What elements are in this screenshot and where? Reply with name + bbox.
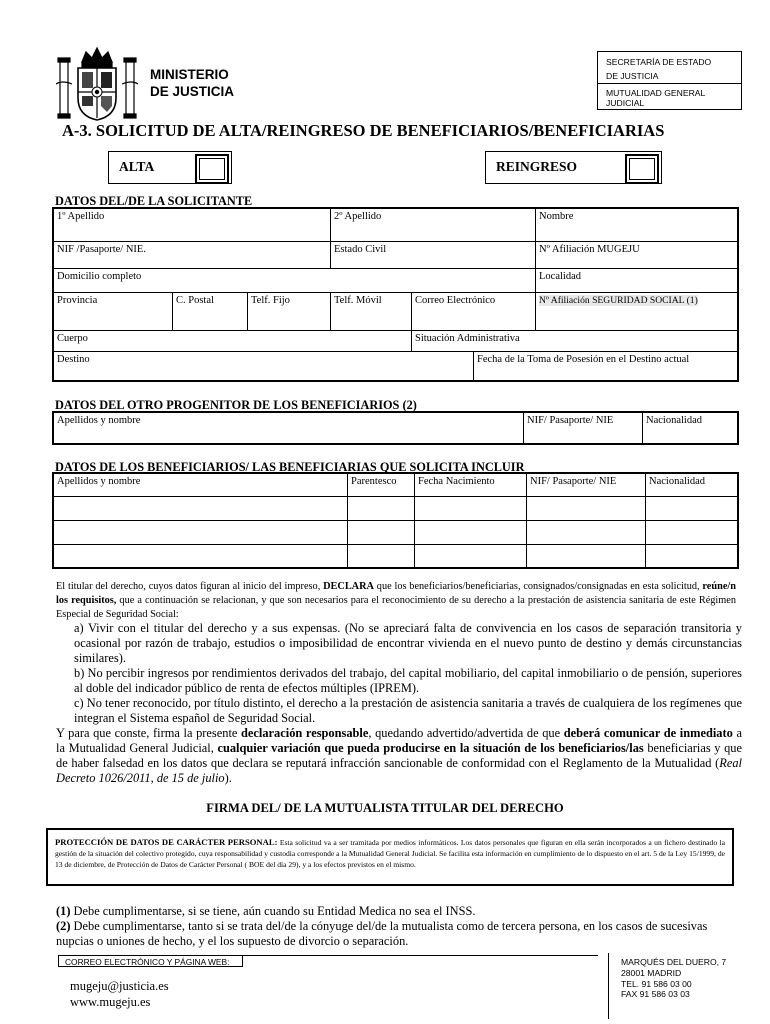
field-localidad[interactable] xyxy=(536,268,739,292)
afiliacion-ss-label: Nº Afiliación SEGURIDAD SOCIAL (1) xyxy=(539,294,698,306)
field-apellido2[interactable] xyxy=(331,208,536,241)
resp-c: , quedando advertido/advertida de que xyxy=(368,726,564,740)
apellido1-label: 1º Apellido xyxy=(57,211,105,222)
secretaria-divider xyxy=(598,83,741,84)
resp-a: Y para que conste, firma la presente xyxy=(56,726,242,740)
nombre-label: Nombre xyxy=(539,211,574,222)
field-situacion[interactable] xyxy=(412,330,739,351)
lopd-title: PROTECCIÓN DE DATOS DE CARÁCTER PERSONAL: xyxy=(55,837,278,847)
address-block xyxy=(621,957,726,1000)
field-parent-nacionalidad[interactable] xyxy=(643,412,739,444)
field-telf-fijo[interactable] xyxy=(248,292,331,330)
cell-input[interactable] xyxy=(348,544,415,568)
secretaria-line-2: DE JUSTICIA xyxy=(606,71,659,81)
apellido2-label: 2º Apellido xyxy=(334,211,382,222)
parent-apellidos-label: Apellidos y nombre xyxy=(57,415,141,426)
cell-input[interactable] xyxy=(348,496,415,520)
resp-h: Real Decreto 1026/2011, de 15 de julio xyxy=(56,756,742,785)
applicant-section-title: DATOS DEL/DE LA SOLICITANTE xyxy=(55,194,253,208)
cpostal-label: C. Postal xyxy=(176,294,214,306)
cell-input[interactable] xyxy=(527,544,646,568)
footnotes xyxy=(56,904,746,949)
address-street: MARQUÉS DEL DUERO, 7 xyxy=(621,957,727,967)
applicant-table xyxy=(52,207,739,382)
other-parent-section-title: DATOS DEL OTRO PROGENITOR DE LOS BENEFICIARIOS (2) xyxy=(55,398,417,412)
col-apellidos xyxy=(53,473,348,496)
address-tel: TEL. 91 586 03 00 xyxy=(621,978,692,989)
col-fecha xyxy=(415,473,527,496)
cell-input[interactable] xyxy=(348,520,415,544)
form-title: A-3. SOLICITUD DE ALTA/REINGRESO DE BENEFICIARIOS/BENEFICIARIAS xyxy=(62,121,665,140)
col-nacionalidad-label: Nacionalidad xyxy=(649,476,705,487)
decl-requisitos: reúne/n los requisitos, xyxy=(56,581,736,606)
secretaria-line-1: SECRETARÍA DE ESTADO xyxy=(606,57,712,67)
cuerpo-label: Cuerpo xyxy=(57,332,88,344)
parent-nif-label: NIF/ Pasaporte/ NIE xyxy=(527,415,614,426)
requirement-b: b) No percibir ingresos por rendimientos derivados del trabajo, del capital mobiliario, del capital inmobiliario o de pensión, superiores al doble del indicador público de renta de efectos múltiples (IPREM). xyxy=(74,666,742,695)
col-apellidos-label: Apellidos y nombre xyxy=(57,476,141,487)
field-estado-civil[interactable] xyxy=(331,241,536,268)
field-fecha-toma[interactable] xyxy=(474,351,739,381)
col-parentesco-label: Parentesco xyxy=(351,476,397,487)
footnote-1-text: Debe cumplimentarse, si se tiene, aún cuando su Entidad Medica no sea el INSS. xyxy=(70,904,476,918)
footnote-2-text: Debe cumplimentarse, tanto si se trata del/de la cónyuge del/de la mutualista como de tercera persona, en los casos de sucesivas nupcias o uniones de hecho, y el los supuesto de divorcio o separación. xyxy=(56,919,708,948)
decl-text-c: que los beneficiarios/beneficiarias, consignados/consignadas en esta solicitud, xyxy=(374,581,703,592)
situacion-label: Situación Administrativa xyxy=(415,332,520,344)
estado-civil-label: Estado Civil xyxy=(334,243,387,255)
telf-fijo-label: Telf. Fijo xyxy=(251,294,290,306)
telf-movil-label: Telf. Móvil xyxy=(334,294,382,306)
nif-label: NIF /Pasaporte/ NIE. xyxy=(57,243,146,255)
field-afiliacion-mugeju[interactable] xyxy=(536,241,739,268)
reingreso-checkbox[interactable] xyxy=(625,154,659,184)
decl-text-e: que a continuación se relacionan, y que son necesarios para el reconocimiento de su derecho a la prestación de asistencia sanitaria de este Régimen Especial de Seguridad Social: xyxy=(56,595,737,620)
cell-input[interactable] xyxy=(53,520,348,544)
reingreso-label: REINGRESO xyxy=(496,159,578,174)
contact-info xyxy=(70,978,169,1010)
cell-input[interactable] xyxy=(646,520,739,544)
address-divider xyxy=(608,953,609,1019)
resp-d: deberá comunicar de inmediato xyxy=(563,726,733,740)
resp-i: ). xyxy=(224,771,232,785)
mutualidad-line-2: JUDICIAL xyxy=(606,98,645,108)
cell-input[interactable] xyxy=(415,520,527,544)
col-nacionalidad xyxy=(646,473,739,496)
requirements-list xyxy=(56,621,742,786)
decl-declara: DECLARA xyxy=(323,581,374,592)
requirement-a: a) Vivir con el titular del derecho y a sus expensas. (No se apreciará falta de convivencia en los casos de separación transitoria y ocasional por razón de trabajo, estudios o imposibilidad de encontrar vivienda en el nuevo punto de destino y demás circunstancias similares). xyxy=(74,621,742,665)
fecha-toma-label: Fecha de la Toma de Posesión en el Destino actual xyxy=(477,353,690,365)
correo-label: Correo Electrónico xyxy=(415,294,496,306)
resp-b: declaración responsable xyxy=(241,726,369,740)
other-parent-table xyxy=(52,411,739,445)
col-parentesco xyxy=(348,473,415,496)
cell-input[interactable] xyxy=(415,544,527,568)
afiliacion-mugeju-label: Nº Afiliación MUGEJU xyxy=(539,243,640,255)
ministry-name xyxy=(150,66,234,100)
field-afiliacion-ss[interactable] xyxy=(536,292,739,330)
domicilio-label: Domicilio completo xyxy=(57,270,142,282)
resp-g: beneficiarias y que de haber falsedad en los datos que declara se reputará infracción sancionable de conformidad con el Reglamento de la Mutualidad ( xyxy=(56,741,743,770)
ministry-line-1: MINISTERIO xyxy=(150,67,229,82)
field-nombre[interactable] xyxy=(536,208,739,241)
email-link[interactable]: mugeju@justicia.es xyxy=(70,979,169,993)
cell-input[interactable] xyxy=(527,496,646,520)
beneficiaries-table xyxy=(52,472,739,569)
table-row xyxy=(53,520,738,544)
table-row xyxy=(53,496,738,520)
field-nif[interactable] xyxy=(53,241,331,268)
reingreso-option[interactable] xyxy=(485,151,662,184)
field-correo[interactable] xyxy=(412,292,536,330)
lopd-text: Esta solicitud va a ser tramitada por medios informáticos. Los datos personales que figuran en ella serán incorporados a un fichero destinado la gestión de la situación del colectivo protegido, cuya responsabilidad y custodia corresponde a la Mutualidad General Judicial. Se facilita esta información en cumplimiento de lo dispuesto en el art. 5 de la Ley 15/1999, de 13 de diciembre, de Protección de Datos de Carácter Personal ( BOE del día 29), y a los efectos previstos en el mismo. xyxy=(55,838,725,869)
field-domicilio[interactable] xyxy=(53,268,536,292)
ministry-line-2: DE JUSTICIA xyxy=(150,84,235,99)
cell-input[interactable] xyxy=(527,520,646,544)
alta-label: ALTA xyxy=(119,159,155,174)
parent-nacionalidad-label: Nacionalidad xyxy=(646,415,702,426)
web-link[interactable]: www.mugeju.es xyxy=(70,995,151,1009)
footnote-2 xyxy=(56,919,746,949)
field-apellido1[interactable] xyxy=(53,208,331,241)
alta-checkbox[interactable] xyxy=(195,154,229,184)
signature-title: FIRMA DEL/ DE LA MUTUALISTA TITULAR DEL DERECHO xyxy=(206,801,564,815)
destino-label: Destino xyxy=(57,353,90,365)
localidad-label: Localidad xyxy=(539,270,581,282)
resp-f: cualquier variación que pueda producirse en la situación de los beneficiarios/las xyxy=(217,741,644,755)
resp-e: a la Mutualidad General Judicial, xyxy=(56,726,742,755)
field-destino[interactable] xyxy=(53,351,474,381)
provincia-label: Provincia xyxy=(57,294,98,306)
secretaria-box xyxy=(597,51,742,110)
mutualidad-line-1: MUTUALIDAD GENERAL xyxy=(606,88,706,98)
field-cuerpo[interactable] xyxy=(53,330,412,351)
cell-input[interactable] xyxy=(53,544,348,568)
col-nif-label: NIF/ Pasaporte/ NIE xyxy=(530,476,617,487)
field-provincia[interactable] xyxy=(53,292,173,330)
declaration-intro xyxy=(56,580,736,622)
alta-option[interactable] xyxy=(108,151,232,184)
field-parent-nif[interactable] xyxy=(524,412,643,444)
responsible-declaration xyxy=(56,726,742,786)
cell-input[interactable] xyxy=(53,496,348,520)
footnote-1-num: (1) xyxy=(56,904,71,918)
cell-input[interactable] xyxy=(646,544,739,568)
field-cpostal[interactable] xyxy=(173,292,248,330)
table-row xyxy=(53,544,738,568)
coat-of-arms-icon xyxy=(56,44,138,124)
cell-input[interactable] xyxy=(415,496,527,520)
data-protection-box xyxy=(46,828,734,886)
footnote-2-num: (2) xyxy=(56,919,71,933)
field-parent-apellidos[interactable] xyxy=(53,412,524,444)
field-telf-movil[interactable] xyxy=(331,292,412,330)
address-city: 28001 MADRID xyxy=(621,967,682,978)
col-nif xyxy=(527,473,646,496)
contact-label: CORREO ELECTRÓNICO Y PÁGINA WEB: xyxy=(58,955,243,967)
beneficiaries-section-title: DATOS DE LOS BENEFICIARIOS/ LAS BENEFICIARIAS QUE SOLICITA INCLUIR xyxy=(55,460,525,474)
col-fecha-label: Fecha Nacimiento xyxy=(418,476,495,487)
address-fax: FAX 91 586 03 03 xyxy=(621,989,690,1000)
decl-text-a: El titular del derecho, cuyos datos figuran al inicio del impreso, xyxy=(56,581,324,592)
cell-input[interactable] xyxy=(646,496,739,520)
mutualidad-name xyxy=(606,88,705,108)
requirement-c: c) No tener reconocido, por título distinto, el derecho a la prestación de asistencia sanitaria a través de cualquiera de los regímenes que integran el Sistema español de Seguridad Social. xyxy=(74,696,742,725)
footnote-1 xyxy=(56,904,746,919)
